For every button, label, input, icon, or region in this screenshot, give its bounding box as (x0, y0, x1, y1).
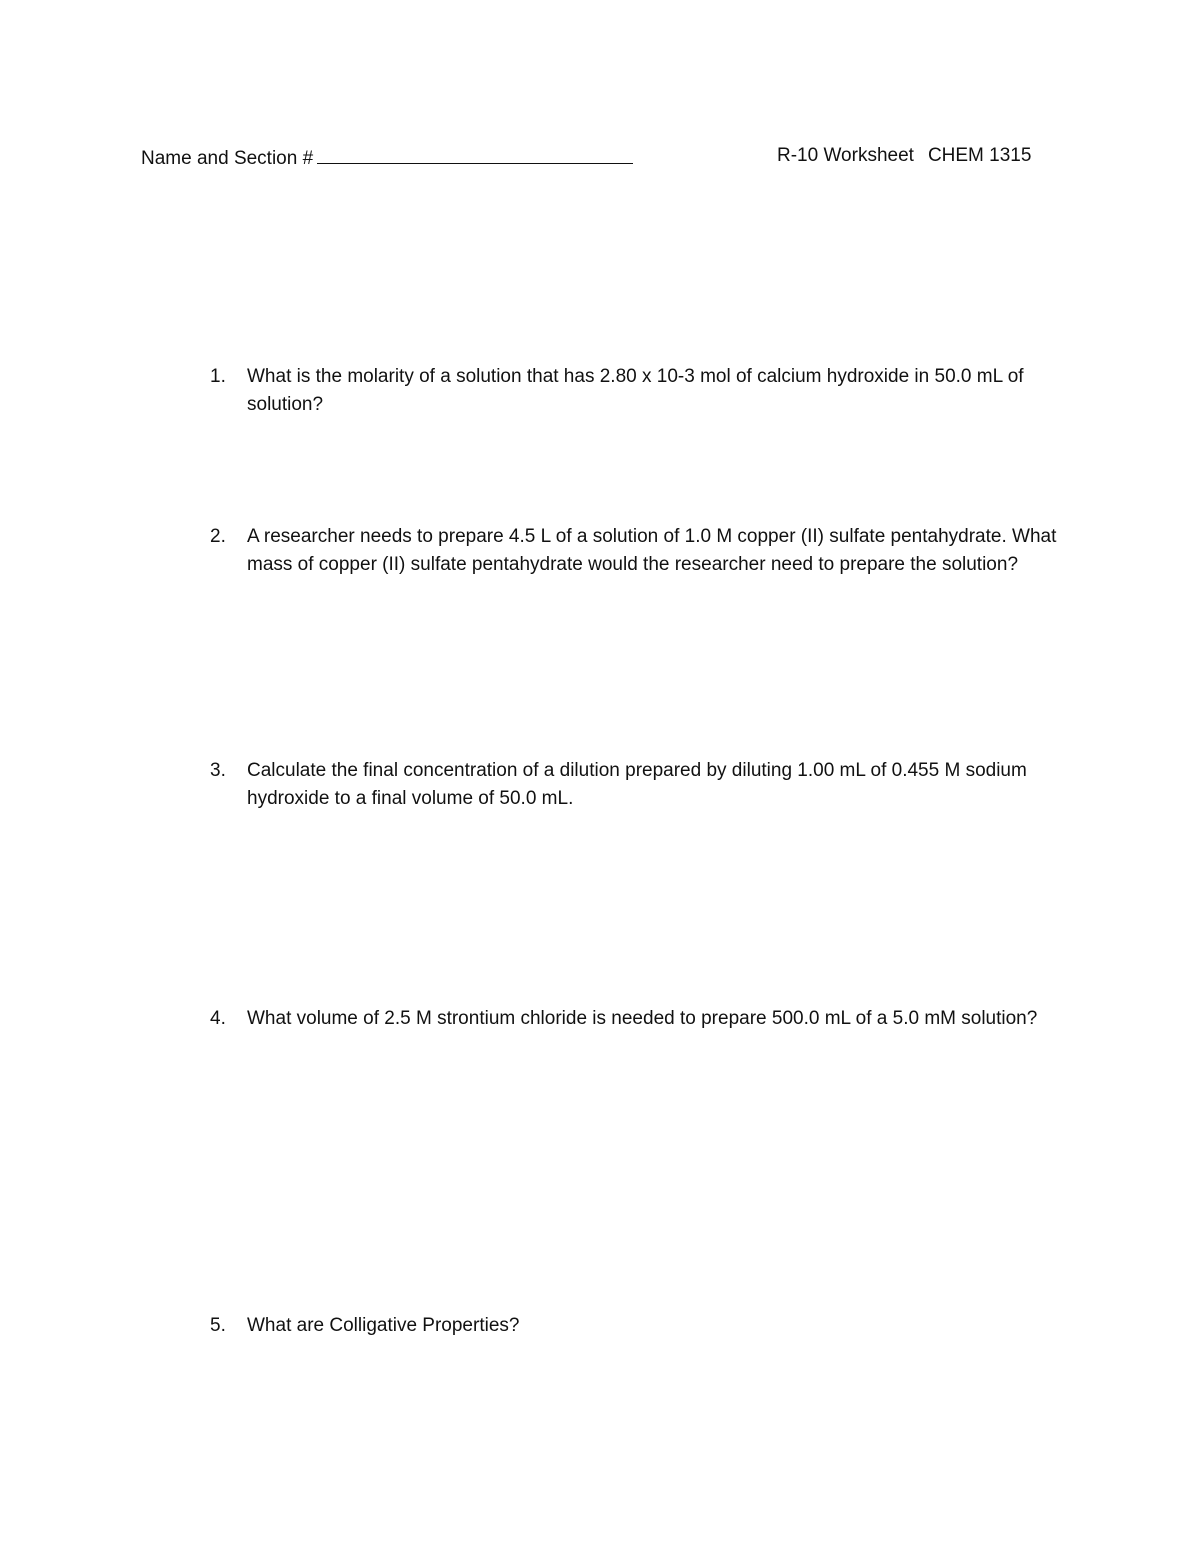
question-number: 3. (210, 760, 226, 781)
question-number: 1. (210, 366, 226, 387)
question-text: Calculate the final concentration of a dilution prepared by diluting 1.00 mL of 0.455 M sodium hydroxide to a final volume of 50.0 mL. (247, 760, 1027, 809)
name-section-field (141, 143, 633, 172)
name-section-blank[interactable] (317, 143, 633, 164)
question-4 (210, 1005, 1060, 1033)
question-2 (210, 523, 1060, 579)
question-1 (210, 363, 1060, 419)
question-number: 5. (210, 1315, 226, 1336)
worksheet-header (777, 143, 1031, 169)
question-text: What volume of 2.5 M strontium chloride is needed to prepare 500.0 mL of a 5.0 mM solution? (247, 1008, 1038, 1029)
question-number: 2. (210, 526, 226, 547)
worksheet-title: R-10 Worksheet (777, 145, 914, 166)
name-section-label: Name and Section # (141, 148, 314, 169)
course-code: CHEM 1315 (927, 145, 1032, 166)
question-5 (210, 1312, 1060, 1340)
question-number: 4. (210, 1008, 226, 1029)
question-text: What are Colligative Properties? (247, 1315, 520, 1336)
question-3 (210, 757, 1060, 813)
question-text: A researcher needs to prepare 4.5 L of a solution of 1.0 M copper (II) sulfate pentahydrate. What mass of copper (II) sulfate pentahydrate would the researcher need to prepare the solution? (247, 526, 1057, 575)
question-text: What is the molarity of a solution that has 2.80 x 10-3 mol of calcium hydroxide in 50.0 mL of solution? (247, 366, 1024, 415)
